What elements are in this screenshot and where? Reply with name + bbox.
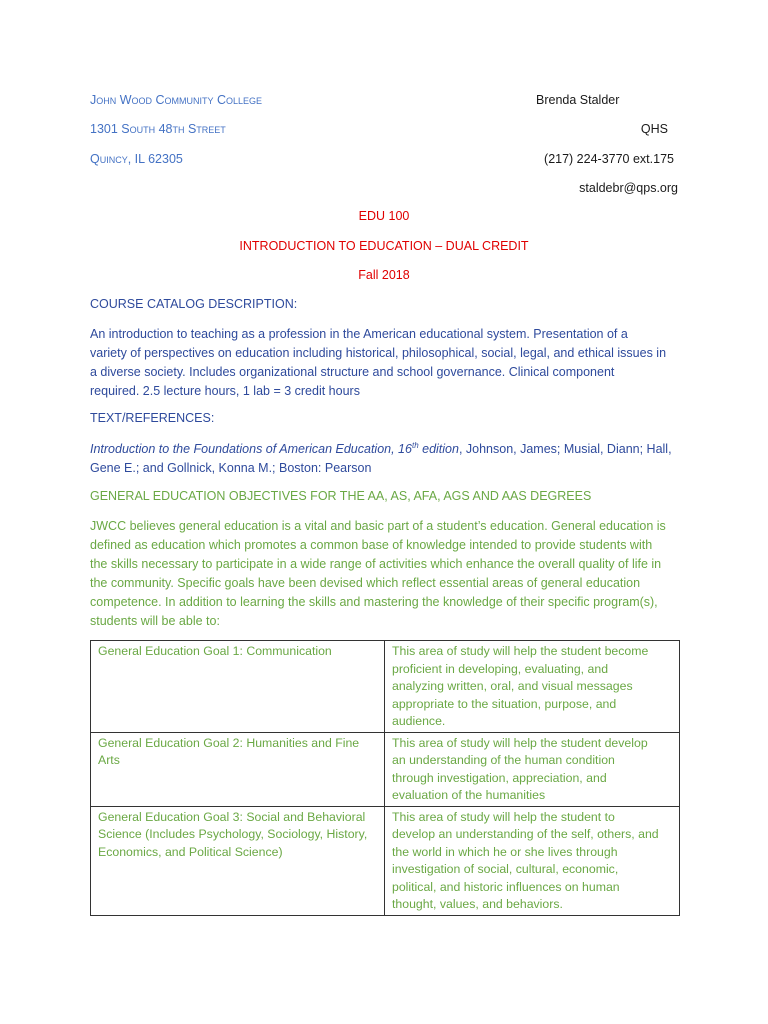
college-city: Quincy, IL 62305 xyxy=(90,152,183,166)
college-name: John Wood Community College xyxy=(90,93,263,107)
goal-text: Economics, and Political Science) xyxy=(98,844,283,859)
school-name: QHS xyxy=(640,122,668,136)
gen-ed-line: defined as education which promotes a common base of knowledge intended to provide students with xyxy=(90,538,653,552)
college-address: 1301 South 48th Street xyxy=(90,122,226,136)
goal-description-line: This area of study will help the student become xyxy=(392,644,649,658)
goal-description-cell xyxy=(385,732,680,806)
authors-line-2: Gene E.; and Gollnick, Konna M.; Boston: Pearson xyxy=(90,461,372,475)
goal-text: General Education Goal 3: Social and Behavioral xyxy=(98,809,366,824)
instructor-name: Brenda Stalder xyxy=(536,93,620,107)
gen-ed-line: JWCC believes general education is a vital and basic part of a student’s education. General education is xyxy=(90,519,666,533)
catalog-line: required. 2.5 lecture hours, 1 lab = 3 credit hours xyxy=(90,384,360,398)
goal-description-line: audience. xyxy=(392,714,446,728)
goal-description-line: This area of study will help the student develop xyxy=(392,735,648,750)
goal-description-cell xyxy=(385,806,680,915)
goal-description-line: through investigation, appreciation, and xyxy=(392,770,607,785)
goal-description-cell xyxy=(385,641,680,733)
goal-description-line: develop an understanding of the self, others, and xyxy=(392,827,659,841)
goal-cell xyxy=(91,732,385,806)
goal-cell xyxy=(91,641,385,733)
instructor-phone: (217) 224-3770 ext.175 xyxy=(544,152,674,166)
goal-text: Arts xyxy=(98,753,120,767)
goal-description-line: analyzing written, oral, and visual messages xyxy=(392,679,633,693)
authors-line-1: , Johnson, James; Musial, Diann; Hall, xyxy=(458,442,672,456)
catalog-line: variety of perspectives on education including historical, philosophical, social, legal, and ethical issues in xyxy=(90,346,667,360)
course-code: EDU 100 xyxy=(358,209,410,223)
goal-text: General Education Goal 1: Communication xyxy=(98,644,332,658)
goal-text: General Education Goal 2: Humanities and Fine xyxy=(98,735,360,750)
goal-description-line: thought, values, and behaviors. xyxy=(392,897,563,911)
goals-table xyxy=(90,640,680,916)
goal-description-line: evaluation of the humanities xyxy=(392,788,546,802)
table-row xyxy=(91,641,680,733)
goal-text: Science (Includes Psychology, Sociology, History, xyxy=(98,827,368,841)
instructor-email: staldebr@qps.org xyxy=(579,181,678,195)
references-entry xyxy=(90,440,678,478)
course-term: Fall 2018 xyxy=(358,268,410,282)
goal-description-line: the world in which he or she lives through xyxy=(392,844,618,859)
table-row xyxy=(91,806,680,915)
gen-ed-line: the community. Specific goals have been devised which reflect essential areas of general education xyxy=(90,576,641,590)
gen-ed-line: students will be able to: xyxy=(90,614,220,628)
catalog-description xyxy=(90,325,678,401)
course-title: INTRODUCTION TO EDUCATION – DUAL CREDIT xyxy=(239,239,529,253)
goal-description-line: an understanding of the human condition xyxy=(392,753,615,767)
catalog-heading: COURSE CATALOG DESCRIPTION: xyxy=(90,297,298,311)
goal-description-line: appropriate to the situation, purpose, and xyxy=(392,696,617,711)
catalog-line: a diverse society. Includes organizational structure and school governance. Clinical component xyxy=(90,365,615,379)
references-heading: TEXT/REFERENCES: xyxy=(90,411,215,425)
edition-superscript: th xyxy=(411,440,419,450)
gen-ed-heading: GENERAL EDUCATION OBJECTIVES FOR THE AA, AS, AFA, AGS AND AAS DEGREES xyxy=(90,489,592,503)
gen-ed-description xyxy=(90,517,678,631)
catalog-line: An introduction to teaching as a profession in the American educational system. Presentation of a xyxy=(90,327,628,341)
table-row xyxy=(91,732,680,806)
goal-description-line: political, and historic influences on human xyxy=(392,879,620,894)
goal-description-line: proficient in developing, evaluating, and xyxy=(392,661,609,676)
gen-ed-line: the skills necessary to participate in a wide range of activities which enhance the overall quality of life in xyxy=(90,557,662,571)
edition-word: edition xyxy=(418,442,459,456)
book-title: Introduction to the Foundations of American Education, 16 xyxy=(90,442,412,456)
gen-ed-line: competence. In addition to learning the skills and mastering the knowledge of their specific program(s), xyxy=(90,595,658,609)
goal-description-line: This area of study will help the student to xyxy=(392,809,615,824)
goal-cell xyxy=(91,806,385,915)
goal-description-line: investigation of social, cultural, economic, xyxy=(392,862,619,876)
